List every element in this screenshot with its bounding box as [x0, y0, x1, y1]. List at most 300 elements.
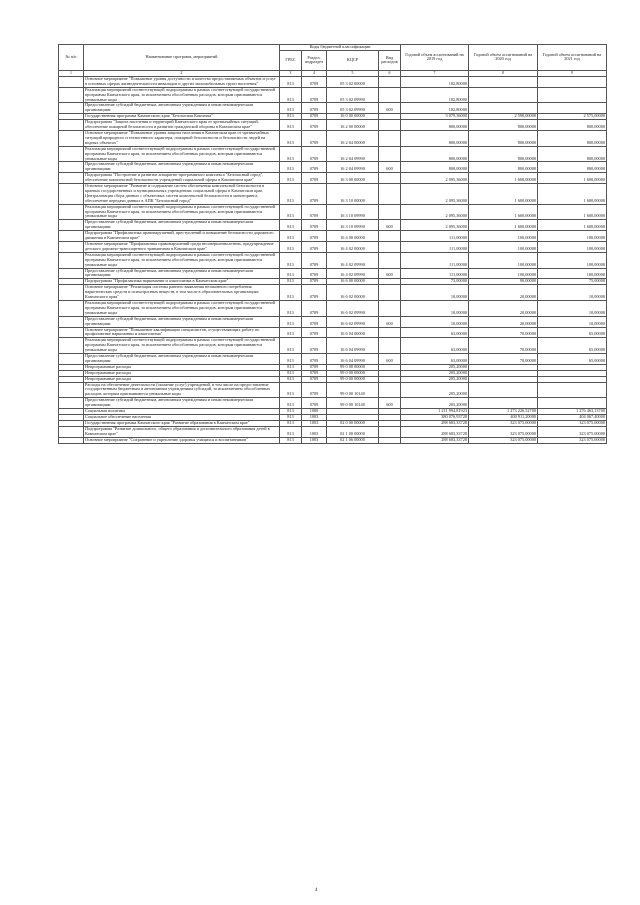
row-ksr-cell: 16 3 10 09990: [327, 204, 379, 220]
row-vr-cell: [379, 382, 401, 398]
row-2021-cell: 1 600,00000: [538, 220, 607, 231]
row-2020-cell: 70,00000: [469, 338, 538, 354]
col-vr-header: Вид расходов: [379, 50, 401, 70]
row-razdel-cell: 0709: [302, 364, 327, 370]
row-2020-cell: 1 600,00000: [469, 204, 538, 220]
row-2021-cell: [538, 398, 607, 409]
row-name-cell: Расходы на обеспечение деятельности (оказание услуг) учреждений, в том числе на предоставление государственным бюджетным и автономным учреждениям субсидий, за исключением обособленных расходов, которым присваиваются уникальные коды: [84, 382, 280, 398]
row-razdel-cell: 0709: [302, 300, 327, 316]
row-2019-cell: 800,00000: [401, 130, 469, 146]
col-razdel-header: Раздел, подраздел: [302, 50, 327, 70]
row-name-cell: Основное мероприятие "Повышение уровня доступности и качества предоставляемых объектов и услуг в основных сферах жизнедеятельности инвалидов и других маломобильных групп населения": [84, 76, 280, 87]
row-2021-cell: [538, 382, 607, 398]
row-grbs-cell: 813: [280, 338, 302, 354]
row-vr-cell: [379, 130, 401, 146]
row-name-cell: Социальная политика: [84, 409, 280, 415]
row-grbs-cell: 813: [280, 327, 302, 338]
row-num-cell: [59, 120, 84, 131]
row-2020-cell: 400 911,20000: [469, 415, 538, 421]
row-vr-cell: 600: [379, 398, 401, 409]
row-ksr-cell: 16 6 02 00000: [327, 285, 379, 301]
row-num-cell: [59, 130, 84, 146]
row-num-cell: [59, 285, 84, 301]
row-vr-cell: [379, 120, 401, 131]
table-row: [59, 162, 607, 173]
row-name-cell: Основное мероприятие "Повышение уровня защиты населения в Камчатском крае от чрезвычайных ситуаций природного и техногенного характера, пожарной безопасности и безопасности людей на водных объектах": [84, 130, 280, 146]
row-grbs-cell: 813: [280, 252, 302, 268]
row-vr-cell: [379, 300, 401, 316]
row-2021-cell: 800,00000: [538, 120, 607, 131]
row-ksr-cell: 16 2 04 09990: [327, 146, 379, 162]
row-ksr-cell: 16 3 10 00000: [327, 184, 379, 205]
row-vr-cell: [379, 426, 401, 437]
row-name-cell: Основное мероприятие "Профилактика правонарушений среди несовершеннолетних, предупреждение детского дорожно-транспортного травматизма в Камчатском крае": [84, 242, 280, 253]
row-2021-cell: 10,00000: [538, 316, 607, 327]
row-name-cell: Предоставление субсидий бюджетным, автономным учреждениям и иным некоммерческим организациям: [84, 220, 280, 231]
row-2019-cell: 111,00000: [401, 268, 469, 279]
row-num-cell: [59, 398, 84, 409]
row-name-cell: Подпрограмма "Профилактика наркомании и алкоголизма в Камчатском крае": [84, 279, 280, 285]
row-name-cell: Государственная программа Камчатского края "Безопасная Камчатка": [84, 114, 280, 120]
row-num-cell: [59, 316, 84, 327]
row-2019-cell: 380 076,93728: [401, 415, 469, 421]
row-2019-cell: 182,80000: [401, 87, 469, 103]
row-name-cell: Предоставление субсидий бюджетным, автономным учреждениям и иным некоммерческим организациям: [84, 398, 280, 409]
table-row: [59, 87, 607, 103]
row-grbs-cell: 813: [280, 220, 302, 231]
row-name-cell: Основное мероприятие "Сохранение и укрепление здоровья учащихся и воспитанников": [84, 437, 280, 443]
row-ksr-cell: 16 0 00 00000: [327, 114, 379, 120]
row-2020-cell: 70,00000: [469, 354, 538, 365]
row-razdel-cell: 0709: [302, 382, 327, 398]
row-grbs-cell: 813: [280, 437, 302, 443]
col-2021-header: Годовой объем ассигнований на 2021 год: [538, 45, 607, 71]
row-ksr-cell: 99 0 00 00000: [327, 364, 379, 370]
row-grbs-cell: 813: [280, 103, 302, 114]
table-row: [59, 204, 607, 220]
row-razdel-cell: 1003: [302, 426, 327, 437]
row-ksr-cell: 99 0 00 10140: [327, 398, 379, 409]
row-razdel-cell: 0709: [302, 220, 327, 231]
row-razdel-cell: 0709: [302, 242, 327, 253]
row-num-cell: [59, 103, 84, 114]
table-row: [59, 130, 607, 146]
row-2021-cell: 100,00000: [538, 268, 607, 279]
row-grbs-cell: 813: [280, 173, 302, 184]
row-grbs-cell: 813: [280, 316, 302, 327]
row-2019-cell: 800,00000: [401, 162, 469, 173]
row-2020-cell: 70,00000: [469, 327, 538, 338]
row-razdel-cell: 1003: [302, 415, 327, 421]
row-2021-cell: 800,00000: [538, 162, 607, 173]
row-2021-cell: [538, 76, 607, 87]
row-ksr-cell: 16 6 04 09990: [327, 354, 379, 365]
page-number: 4: [315, 888, 318, 893]
row-num-cell: [59, 437, 84, 443]
row-2021-cell: 1 600,00000: [538, 204, 607, 220]
row-razdel-cell: 0709: [302, 103, 327, 114]
row-razdel-cell: 0709: [302, 76, 327, 87]
row-razdel-cell: 0709: [302, 338, 327, 354]
row-name-cell: Непрограммные расходы: [84, 376, 280, 382]
row-2019-cell: 288 683,33728: [401, 437, 469, 443]
row-grbs-cell: 813: [280, 162, 302, 173]
row-vr-cell: [379, 437, 401, 443]
column-index-cell: 3: [280, 70, 302, 76]
row-name-cell: Подпрограмма "Построение и развитие аппаратно-программного комплекса "Безопасный город", обеспечение комплексной безопасности учреждений социальной сферы в Камчатском крае": [84, 173, 280, 184]
row-ksr-cell: 16 2 00 00000: [327, 120, 379, 131]
row-2019-cell: 111,00000: [401, 252, 469, 268]
row-vr-cell: [379, 327, 401, 338]
row-grbs-cell: 813: [280, 279, 302, 285]
table-row: [59, 316, 607, 327]
row-razdel-cell: 0709: [302, 285, 327, 301]
row-2020-cell: 800,00000: [469, 162, 538, 173]
column-index-cell: 4: [302, 70, 327, 76]
row-grbs-cell: 813: [280, 76, 302, 87]
row-ksr-cell: 16 2 04 00000: [327, 130, 379, 146]
row-razdel-cell: 0709: [302, 231, 327, 242]
row-ksr-cell: 16 6 04 09990: [327, 338, 379, 354]
row-2019-cell: 800,00000: [401, 120, 469, 131]
row-num-cell: [59, 231, 84, 242]
row-vr-cell: [379, 146, 401, 162]
table-row: [59, 354, 607, 365]
table-row: [59, 252, 607, 268]
row-2019-cell: 111,00000: [401, 231, 469, 242]
row-2019-cell: 205,20000: [401, 370, 469, 376]
col-name-header: Наименование программ, мероприятий: [84, 45, 280, 71]
row-razdel-cell: 0709: [302, 184, 327, 205]
row-vr-cell: 600: [379, 316, 401, 327]
row-2020-cell: 1 273 226,52700: [469, 409, 538, 415]
row-2019-cell: 63,00000: [401, 327, 469, 338]
row-2021-cell: 75,00000: [538, 279, 607, 285]
row-2020-cell: [469, 87, 538, 103]
row-ksr-cell: 16 4 02 09990: [327, 268, 379, 279]
row-2021-cell: 404 067,40000: [538, 415, 607, 421]
row-2021-cell: 10,00000: [538, 300, 607, 316]
row-ksr-cell: 16 4 00 00000: [327, 231, 379, 242]
row-grbs-cell: 813: [280, 426, 302, 437]
row-grbs-cell: 813: [280, 268, 302, 279]
row-num-cell: [59, 426, 84, 437]
row-2020-cell: 100,00000: [469, 268, 538, 279]
row-2021-cell: 100,00000: [538, 231, 607, 242]
row-2019-cell: 182,80000: [401, 103, 469, 114]
row-num-cell: [59, 268, 84, 279]
row-grbs-cell: 813: [280, 146, 302, 162]
column-index-cell: 5: [327, 70, 379, 76]
row-2021-cell: 1 276 463,13700: [538, 409, 607, 415]
col-2019-header: Годовой объем ассигнований на 2019 год: [401, 45, 469, 71]
row-grbs-cell: 813: [280, 114, 302, 120]
row-2021-cell: 10,00000: [538, 285, 607, 301]
row-2019-cell: 10,00000: [401, 285, 469, 301]
row-2021-cell: 323 075,00000: [538, 420, 607, 426]
row-2020-cell: 323 075,00000: [469, 437, 538, 443]
row-razdel-cell: 0709: [302, 252, 327, 268]
row-vr-cell: [379, 285, 401, 301]
row-name-cell: Социальное обеспечение населения: [84, 415, 280, 421]
row-ksr-cell: 02 1 06 00000: [327, 437, 379, 443]
row-2020-cell: 2 590,00000: [469, 114, 538, 120]
row-name-cell: Реализация мероприятий соответствующей подпрограммы в рамках соответствующей государственной программы Камчатского края, за исключением обособленных расходов, которым присваиваются уникальные коды: [84, 146, 280, 162]
row-2019-cell: 2 095,36000: [401, 173, 469, 184]
row-razdel-cell: 0709: [302, 376, 327, 382]
row-2020-cell: 800,00000: [469, 130, 538, 146]
row-2019-cell: 205,20000: [401, 382, 469, 398]
table-row: [59, 327, 607, 338]
row-vr-cell: [379, 173, 401, 184]
row-2021-cell: 323 075,00000: [538, 426, 607, 437]
column-index-cell: 1: [59, 70, 84, 76]
table-row: [59, 103, 607, 114]
row-ksr-cell: 16 3 10 09990: [327, 220, 379, 231]
row-ksr-cell: 16 6 02 09990: [327, 316, 379, 327]
row-name-cell: Подпрограмма "Развитие дошкольного, общего образования и дополнительного образования детей в Камчатском крае": [84, 426, 280, 437]
row-grbs-cell: 813: [280, 398, 302, 409]
row-ksr-cell: 02 1 00 00000: [327, 426, 379, 437]
row-razdel-cell: 0709: [302, 370, 327, 376]
row-ksr-cell: 99 0 00 00000: [327, 376, 379, 382]
row-2019-cell: 1 211 994,81923: [401, 409, 469, 415]
row-2019-cell: 10,00000: [401, 300, 469, 316]
row-2020-cell: [469, 103, 538, 114]
row-2020-cell: 1 600,00000: [469, 184, 538, 205]
column-index-cell: 8: [469, 70, 538, 76]
row-razdel-cell: 1003: [302, 420, 327, 426]
table-row: [59, 231, 607, 242]
row-grbs-cell: 813: [280, 409, 302, 415]
header-row: [59, 45, 607, 51]
table-row: [59, 285, 607, 301]
column-index-cell: 6: [379, 70, 401, 76]
row-2020-cell: [469, 398, 538, 409]
row-2019-cell: 3 079,36000: [401, 114, 469, 120]
column-index-cell: 7: [401, 70, 469, 76]
row-ksr-cell: 16 6 02 09990: [327, 300, 379, 316]
row-razdel-cell: 0709: [302, 204, 327, 220]
row-2021-cell: 1 600,00000: [538, 184, 607, 205]
row-2019-cell: 10,00000: [401, 316, 469, 327]
row-2019-cell: 111,00000: [401, 242, 469, 253]
row-vr-cell: 600: [379, 268, 401, 279]
row-2021-cell: 65,00000: [538, 327, 607, 338]
table-row: [59, 242, 607, 253]
table-row: [59, 426, 607, 437]
row-2019-cell: 63,00000: [401, 338, 469, 354]
row-razdel-cell: 1000: [302, 409, 327, 415]
row-grbs-cell: 813: [280, 354, 302, 365]
codes-group-header: Коды бюджетной классификации: [280, 45, 401, 51]
row-name-cell: Непрограммные расходы: [84, 364, 280, 370]
row-2019-cell: 205,20000: [401, 398, 469, 409]
row-ksr-cell: 05 3 02 09990: [327, 87, 379, 103]
row-2019-cell: 73,00000: [401, 279, 469, 285]
row-2021-cell: 100,00000: [538, 252, 607, 268]
table-row: [59, 300, 607, 316]
row-grbs-cell: 813: [280, 231, 302, 242]
row-2019-cell: 2 095,36000: [401, 204, 469, 220]
table-row: [59, 338, 607, 354]
row-2020-cell: 20,00000: [469, 316, 538, 327]
row-razdel-cell: 0709: [302, 114, 327, 120]
row-ksr-cell: 16 6 00 00000: [327, 279, 379, 285]
row-2020-cell: 20,00000: [469, 300, 538, 316]
row-2021-cell: 100,00000: [538, 242, 607, 253]
row-grbs-cell: 813: [280, 415, 302, 421]
row-2020-cell: 20,00000: [469, 285, 538, 301]
row-num-cell: [59, 327, 84, 338]
row-2019-cell: 205,20000: [401, 376, 469, 382]
row-razdel-cell: 0709: [302, 120, 327, 131]
row-num-cell: [59, 173, 84, 184]
row-2019-cell: 2 095,36000: [401, 184, 469, 205]
table-row: [59, 146, 607, 162]
row-name-cell: Реализация мероприятий соответствующей подпрограммы в рамках соответствующей государственной программы Камчатского края, за исключением обособленных расходов, которым присваиваются уникальные коды: [84, 252, 280, 268]
row-razdel-cell: 0709: [302, 162, 327, 173]
row-2019-cell: 182,80000: [401, 76, 469, 87]
row-2020-cell: [469, 382, 538, 398]
row-ksr-cell: 05 3 02 09990: [327, 103, 379, 114]
row-2020-cell: 1 600,00000: [469, 220, 538, 231]
column-index-cell: 2: [84, 70, 280, 76]
row-razdel-cell: 0709: [302, 279, 327, 285]
row-name-cell: Основное мероприятие "Повышение квалификации специалистов, осуществляющих работу по профилактике наркомании и алкоголизма": [84, 327, 280, 338]
table-row: [59, 220, 607, 231]
row-vr-cell: 600: [379, 103, 401, 114]
row-2019-cell: 288 683,33728: [401, 426, 469, 437]
col-ksr-header: КЦСР: [327, 50, 379, 70]
row-grbs-cell: 813: [280, 87, 302, 103]
row-grbs-cell: 813: [280, 364, 302, 370]
row-num-cell: [59, 382, 84, 398]
row-2021-cell: [538, 103, 607, 114]
row-2020-cell: [469, 76, 538, 87]
row-razdel-cell: 0709: [302, 87, 327, 103]
row-name-cell: Предоставление субсидий бюджетным, автономным учреждениям и иным некоммерческим организациям: [84, 162, 280, 173]
table-body: [59, 76, 607, 443]
row-num-cell: [59, 76, 84, 87]
row-2020-cell: 800,00000: [469, 120, 538, 131]
row-vr-cell: 600: [379, 220, 401, 231]
row-razdel-cell: 0709: [302, 354, 327, 365]
row-2019-cell: 288 683,33728: [401, 420, 469, 426]
row-num-cell: [59, 204, 84, 220]
row-razdel-cell: 0709: [302, 268, 327, 279]
row-ksr-cell: 16 2 04 09990: [327, 162, 379, 173]
row-razdel-cell: 0709: [302, 398, 327, 409]
row-grbs-cell: 813: [280, 420, 302, 426]
row-grbs-cell: 813: [280, 242, 302, 253]
row-2019-cell: 63,00000: [401, 354, 469, 365]
row-2021-cell: 1 600,00000: [538, 173, 607, 184]
row-vr-cell: [379, 231, 401, 242]
row-ksr-cell: 02 0 00 00000: [327, 420, 379, 426]
row-num-cell: [59, 184, 84, 205]
row-2020-cell: 90,00000: [469, 279, 538, 285]
row-2021-cell: 2 575,00000: [538, 114, 607, 120]
row-2021-cell: 800,00000: [538, 146, 607, 162]
row-vr-cell: [379, 184, 401, 205]
row-name-cell: Реализация мероприятий соответствующей подпрограммы в рамках соответствующей государственной программы Камчатского края, за исключением обособленных расходов, которым присваиваются уникальные коды: [84, 300, 280, 316]
row-grbs-cell: 813: [280, 370, 302, 376]
row-ksr-cell: 16 6 04 00000: [327, 327, 379, 338]
table-row: [59, 76, 607, 87]
row-2019-cell: 205,20000: [401, 364, 469, 370]
col-num-header: № п/п: [59, 45, 84, 71]
row-num-cell: [59, 338, 84, 354]
row-2019-cell: 2 095,36000: [401, 220, 469, 231]
row-razdel-cell: 0709: [302, 173, 327, 184]
row-razdel-cell: 0709: [302, 327, 327, 338]
row-name-cell: Основное мероприятие "Реализация системы раннего выявления незаконного потребления наркотических средств и психотропных веществ, в том числе в образовательных организациях Камчатского края": [84, 285, 280, 301]
row-vr-cell: [379, 242, 401, 253]
row-2020-cell: 323 075,00000: [469, 426, 538, 437]
row-num-cell: [59, 87, 84, 103]
row-grbs-cell: 813: [280, 382, 302, 398]
row-ksr-cell: 99 0 00 10140: [327, 382, 379, 398]
row-name-cell: Реализация мероприятий соответствующей подпрограммы в рамках соответствующей государственной программы Камчатского края, за исключением обособленных расходов, которым присваиваются уникальные коды: [84, 204, 280, 220]
row-name-cell: Реализация мероприятий соответствующей подпрограммы в рамках соответствующей государственной программы Камчатского края, за исключением обособленных расходов, которым присваиваются уникальные коды: [84, 87, 280, 103]
col-grbs-header: ГРБС: [280, 50, 302, 70]
table-row: [59, 437, 607, 443]
row-ksr-cell: 16 4 02 09990: [327, 252, 379, 268]
row-name-cell: Основное мероприятие "Развитие и содержание систем обеспечения комплексной безопасности в краевых государственных и муниципальных учреждениях социальной сферы в Камчатском крае. Централизация сбора данных с объектовых систем комплексной безопасности и мониторинга, обеспечение передачи данных в АПК "Безопасный город": [84, 184, 280, 205]
row-razdel-cell: 1003: [302, 437, 327, 443]
table-row: [59, 398, 607, 409]
row-num-cell: [59, 146, 84, 162]
table-row: [59, 382, 607, 398]
row-name-cell: Подпрограмма "Защита населения и территорий Камчатского края от чрезвычайных ситуаций, обеспечение пожарной безопасности и развитие гражданской обороны в Камчатском крае": [84, 120, 280, 131]
row-2020-cell: 1 600,00000: [469, 173, 538, 184]
row-name-cell: Предоставление субсидий бюджетным, автономным учреждениям и иным некоммерческим организациям: [84, 268, 280, 279]
row-grbs-cell: 813: [280, 285, 302, 301]
row-num-cell: [59, 242, 84, 253]
row-2021-cell: [538, 87, 607, 103]
row-2021-cell: 65,00000: [538, 354, 607, 365]
row-vr-cell: [379, 252, 401, 268]
row-vr-cell: [379, 204, 401, 220]
row-name-cell: Подпрограмма "Профилактика правонарушений, преступлений и повышение безопасности дорожного движения в Камчатском крае": [84, 231, 280, 242]
row-vr-cell: 600: [379, 162, 401, 173]
row-vr-cell: [379, 87, 401, 103]
row-razdel-cell: 0709: [302, 316, 327, 327]
row-2021-cell: 323 075,00000: [538, 437, 607, 443]
row-2020-cell: 323 075,00000: [469, 420, 538, 426]
table-row: [59, 120, 607, 131]
row-name-cell: Предоставление субсидий бюджетным, автономным учреждениям и иным некоммерческим организациям: [84, 316, 280, 327]
row-num-cell: [59, 300, 84, 316]
row-ksr-cell: 99 0 00 00000: [327, 370, 379, 376]
row-num-cell: [59, 354, 84, 365]
row-2020-cell: 100,00000: [469, 242, 538, 253]
row-2020-cell: 100,00000: [469, 231, 538, 242]
row-name-cell: Реализация мероприятий соответствующей подпрограммы в рамках соответствующей государственной программы Камчатского края, за исключением обособленных расходов, которым присваиваются уникальные коды: [84, 338, 280, 354]
table-row: [59, 268, 607, 279]
row-num-cell: [59, 162, 84, 173]
row-grbs-cell: 813: [280, 130, 302, 146]
row-vr-cell: 600: [379, 354, 401, 365]
row-ksr-cell: 16 3 00 00000: [327, 173, 379, 184]
table-row: [59, 184, 607, 205]
column-index-cell: 9: [538, 70, 607, 76]
row-num-cell: [59, 252, 84, 268]
row-2020-cell: 100,00000: [469, 252, 538, 268]
budget-table: [58, 44, 607, 444]
row-2019-cell: 800,00000: [401, 146, 469, 162]
